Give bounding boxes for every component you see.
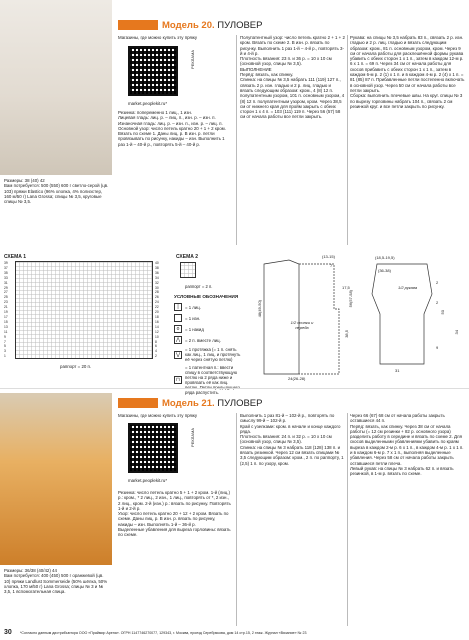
scheme1-row-number: 31: [4, 280, 8, 285]
scheme1-row-number: 25: [4, 295, 8, 300]
scheme1-row-number: 11: [4, 329, 8, 334]
scheme1-row-number: 34: [155, 275, 159, 280]
sweater-photo-model-21: [0, 393, 112, 565]
legend-symbol: ⊓: [174, 376, 182, 384]
scheme1-row-number: 2: [155, 354, 157, 359]
qr-caption: Магазины, где можно купить эту пряжу: [118, 35, 198, 40]
ad-side-label: РЕКЛАМА: [190, 428, 195, 447]
legend-text: = 1 лиц.: [185, 304, 201, 310]
section-separator: [0, 388, 469, 389]
header-accent-bar: [118, 20, 158, 30]
qr-caption: Магазины, где можно купить эту пряжу: [118, 413, 198, 418]
scheme1-row-number: 3: [4, 349, 6, 354]
header-accent-bar: [118, 398, 158, 408]
scheme1-row-number: 28: [155, 290, 159, 295]
scheme1-row-number: 16: [155, 319, 159, 324]
body-dim-c: 48(49-50): [257, 300, 262, 318]
col-c-text: Рукава: на спицы № 3,5 набрать 83 п., связать 2 р. изн. гладью и 2 р. лиц. гладью и вязать следующим образом: кром., 81 п. основным узором, кром. Через 9 см от начала работы для расклешённой формы рукава убавить с обеих сторон 1 х 1 п., затем в каждом 12-м р. 6 х 1 п. = 69 п. Через 34 см от начала работы для скосов прибавить с обеих сторон 1 х 1 п., затем в каждом 6-м р. 2 (1) х 1 п. и в каждом 4-м р. 2 (4) х 1 п. = 81 (85) 87 п. Прибавленные петли постепенно включать в основной узор. Через 50 см от начала работы все петли закрыть. Сборка: выполнить плечевые швы. На круг. спицы № 3 по вырезу горловины набрать 104 п., связать 2 см резинкой круг. и все петли закрыть по рисунку.: [350, 35, 465, 109]
scheme1-row-number: 32: [155, 280, 159, 285]
legend-item: [174, 336, 242, 344]
col-c-text-2: Через 66 (67) 68 см от начала работы закрыть оставшиеся 44 п. Перёд: вязать, как спинку. Через 38 см от начала работы (= 12 см резинки + 82 р. основного узора) разделить работу в середине и вязать по схеме 2. Для скосов выделенными убавлениями убавить по краям выреза в каждом 2-м р. 6 х 1 п., в каждом 4-м р. 1 х 1 п. и в каждом 6-м р. 7 х 1 п., выполняя выделенные убавления. Через 58 см от начала работы закрыть оставшиеся петли плеча. Левый рукав: на спицы № 3 набрать 62 п. и вязать резинкой, в 1-м р. вязать по схеме.: [350, 413, 464, 477]
scheme1-row-number: 33: [4, 275, 8, 280]
sweater-photo-model-20: [0, 0, 112, 175]
scheme1-row-number: 20: [155, 310, 159, 315]
legend-item: [174, 325, 242, 333]
legend-item: [174, 303, 242, 311]
body-dim-e: 56(57-58): [348, 290, 353, 308]
column-divider: [236, 35, 237, 245]
scheme1-row-number: 6: [155, 344, 157, 349]
col-b-text-2: Выполнить 1 раз 81-й – 102-й р., повторять по смыслу 99-й – 102-й р. Край с узелками: кром. в начале и конце каждого ряда. Плотность вязания: 24 п. и 32 р. = 10 х 10 см (основной узор, спицы № 3,5). Спинка: на спицы № 3 набрать 118 (128) 138 п. и вязать резинкой. Через 12 см вязать спицами № 3,5 следующим образом: кром., 2 п. по раппорту, 1 (2,5) 1 п. по узору, кром.: [240, 413, 344, 466]
column-divider: [347, 35, 348, 245]
sleeve-dim-e: 34: [454, 330, 459, 335]
scheme1-row-number: 5: [4, 344, 6, 349]
model-21-header: [118, 398, 469, 408]
scheme1-row-number: 19: [4, 310, 8, 315]
body-dim-bottom: 24(26-28): [288, 376, 306, 381]
sleeve-dim-c: 9: [436, 345, 439, 350]
body-dim-b: 17,5: [342, 285, 350, 290]
scheme1-row-number: 4: [155, 349, 157, 354]
half-back-front-label: 1/2 спинки и переда: [290, 320, 314, 330]
scheme1-row-number: 18: [155, 314, 159, 319]
scheme1-row-number: 22: [155, 305, 159, 310]
legend-symbol: |: [174, 303, 182, 311]
qr-url: market.peoplekit.ru*: [128, 101, 168, 106]
scheme1-row-number: 8: [155, 339, 157, 344]
model-20-title: Модель 20. ПУЛОВЕР: [162, 19, 263, 31]
scheme1-row-number: 39: [4, 261, 8, 265]
body-dim-d: 38,5: [344, 330, 349, 338]
scheme2-title: СХЕМА 2: [176, 254, 199, 260]
scheme1-row-number: 29: [4, 285, 8, 290]
legend-item: [174, 314, 242, 322]
sleeve-dim-a: 2: [436, 280, 439, 285]
scheme1-row-number: 35: [4, 270, 8, 275]
scheme1-row-number: 38: [155, 265, 159, 270]
legend-list: [174, 303, 242, 398]
sleeve-dim-width: (36-38): [378, 268, 391, 273]
scheme1-row-number: 1: [4, 354, 6, 359]
sleeve-dim-b: 2: [436, 300, 439, 305]
column-divider: [347, 413, 348, 626]
legend-text: = 1 накид: [185, 326, 204, 332]
col-a-text: Резинка: попеременно 1 лиц., 1 изн. Лицевая гладь: лиц. р. – лиц. п., изн. р. – изн. п. Изнаночная гладь: лиц. р. – изн. п., изн. р. – лиц. п. Основной узор: число петель кратно 20 + 1 + 2 кром. Вязать по схеме 1. Даны лиц. р. В изн. р. петли провязывать по рисунку, накиды – изн. Выполнить 1 раз 1-й – 40-й р., повторять 5-й – 40-й р.: [118, 110, 226, 147]
scheme1-row-number: 23: [4, 300, 8, 305]
sleeve-dim-bottom: 31: [395, 368, 400, 373]
scheme1-right-rows: [155, 261, 165, 359]
legend-symbol: [174, 314, 182, 322]
model-20-header: [118, 20, 469, 30]
ad-side-label: РЕКЛАМА: [190, 50, 195, 69]
body-dim-top: (13-15): [322, 254, 335, 259]
column-divider: [236, 413, 237, 626]
qr-code-2[interactable]: [128, 423, 178, 473]
half-sleeve-label: 1/2 рукава: [398, 285, 418, 290]
scheme2-rapport: раппорт = 2 п.: [185, 284, 213, 289]
scheme1-row-number: 7: [4, 339, 6, 344]
sleeve-dim-d: 50: [440, 310, 445, 315]
scheme1-row-number: 24: [155, 300, 159, 305]
legend-title: УСЛОВНЫЕ ОБОЗНАЧЕНИЯ: [174, 294, 239, 299]
scheme1-title: СХЕМА 1: [4, 254, 27, 260]
qr-url: market.peoplekit.ru*: [128, 478, 168, 483]
pattern-diagram-sleeve: [362, 254, 462, 379]
scheme1-row-number: 14: [155, 324, 159, 329]
scheme1-row-number: 10: [155, 334, 159, 339]
legend-text: = 1 патентная п.: ввести спицу в соответствующую петлю на 2 ряда ниже и провязать её как лиц. ряда распустить.: [185, 365, 238, 395]
legend-text: = 2 п. вместе лиц.: [185, 337, 221, 343]
scheme1-chart: [15, 261, 153, 359]
scheme1-row-number: 9: [4, 334, 6, 339]
legend-item: [174, 365, 242, 395]
scheme1-row-number: 30: [155, 285, 159, 290]
scheme1-row-number: 13: [4, 324, 8, 329]
scheme1-row-number: 15: [4, 319, 8, 324]
legend-symbol: ⋁: [175, 351, 181, 358]
scheme1-row-number: 40: [155, 261, 159, 265]
scheme1-left-rows: [4, 261, 14, 359]
scheme1-rapport: раппорт = 20 п.: [60, 364, 92, 369]
legend-symbol: ⋀: [175, 337, 181, 343]
body-dim-a: 7: [330, 263, 333, 268]
col-a-text-2: Резинка: число петель кратно 5 + 1 + 2 кром. 1-й (лиц.) р.: кром., * 2 лиц., 2 изн., 1 лиц., повторять от *, 2 изн., 2 лиц., кром. 2-й (изн.) р.: вязать по рисунку. Повторять 1-й и 2-й р. Узор: число петель кратно 20 + 12 + 2 кром. Вязать по схеме. Даны лиц. р. В изн. р. вязать по рисунку, накиды – изн. Выполнять 1-й – 36-й р. Выделенные убавления для выреза горловины: вязать по схеме.: [118, 490, 231, 538]
scheme1-row-number: 37: [4, 265, 8, 270]
scheme1-row-number: 12: [155, 329, 159, 334]
sizes-and-yarn-2: Размеры: 36/38 (40/42) 44 Вам потребуется: 400 (450) 500 г оранжевой (цв. 10) пряжи Landlust Sommerseide (50% шёлка, 50% хлопка, 170 м/50 г) Lana Grossa; спицы № 3 и № 3,5, 1 вспомогательная спица.: [4, 568, 108, 595]
legend-text: = 1 протяжка (= 1 п. снять как лиц., 1 лиц. и протянуть её через снятую петлю): [185, 347, 241, 362]
col-b-text: Полупатентный узор: число петель кратно 2 + 1 + 2 кром. Вязать по схеме 2. В изн. р. вязать по рисунку. Выполнить 1 раз 1-й – 4-й р., повторять 3-й и 4-й р. Плотность вязания: 23 п. и 36 р. = 10 х 10 см (основной узор, спицы № 3,5). ВЫПОЛНЕНИЕ Перёд: вязать, как спинку. Спинка: на спицы № 3,5 набрать 111 (119) 127 п., связать 2 р. изн. гладью и 2 р. лиц. гладью и вязать следующим образом: кром., 4 (8) 12 п. полупатентным узором, 101 п. основным узором, 4 (8) 12 п. полупатентным узором, кром. Через 38,5 см от нижнего края для пройм закрыть с обеих сторон 1 х 4 п. = 103 (111) 119 п. Через 56 (57) 58 см от начала работы все петли закрыть.: [240, 35, 345, 120]
scheme1-row-number: 21: [4, 305, 8, 310]
legend-symbol: o: [174, 325, 182, 333]
legend-item: [174, 347, 242, 362]
scheme1-row-number: 17: [4, 314, 8, 319]
qr-code-1[interactable]: [128, 46, 178, 96]
sleeve-dim-top: (18,5-19,5): [375, 255, 395, 260]
footer-note: *Согласно данным дистрибьютора ООО «Праймир Арена». ОГРН 1147746270077, 129343, г. Москва, проезд Серебрякова, дом 14 стр.15, 2 этаж. Журнал «Вязание» № 23: [20, 631, 307, 635]
scheme1-row-number: 27: [4, 290, 8, 295]
sizes-and-yarn: Размеры: 38 (40) 42 Вам потребуется: 500 (550) 600 г светло-серой (цв. 103) пряжи Elastico (96% хлопка, 4% полиэстер, 160 м/50 г) Lana Grossa; спицы № 3,5, круговые спицы № 3,5.: [4, 178, 109, 205]
model-21-title: Модель 21. ПУЛОВЕР: [162, 397, 263, 409]
page-number: 30: [4, 629, 12, 636]
scheme1-row-number: 26: [155, 295, 159, 300]
legend-text: = 1 изн.: [185, 315, 201, 321]
scheme2-chart: [180, 262, 196, 278]
scheme1-row-number: 36: [155, 270, 159, 275]
